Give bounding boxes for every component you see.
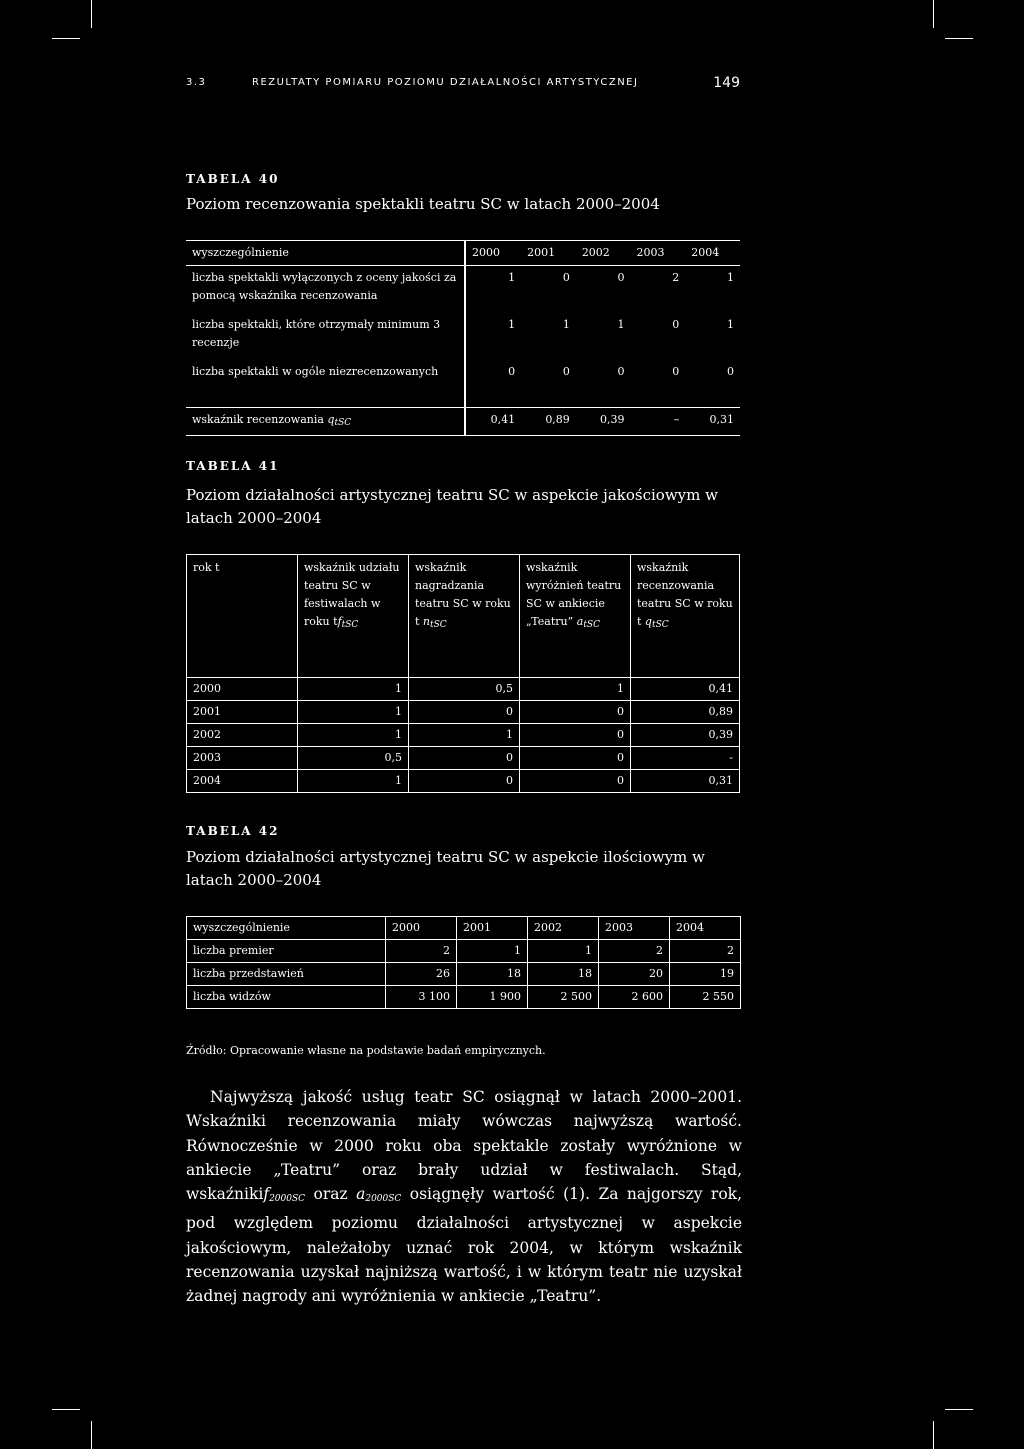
cell: 0,89	[521, 408, 576, 436]
cell: 2	[599, 940, 670, 963]
math-symbol: a	[356, 1185, 366, 1204]
header-cell: 2004	[685, 241, 740, 266]
table40-label: TABELA 40	[186, 172, 280, 186]
cell: 2004	[187, 770, 298, 793]
cell: 0,5	[298, 747, 409, 770]
header-text: wskaźnik wyróżnień teatru SC w ankiecie „Teatru”	[526, 561, 622, 628]
crop-mark	[91, 0, 92, 28]
header-cell: 2004	[670, 917, 741, 940]
table-row	[187, 986, 741, 1009]
table41-caption: Poziom działalności artystycznej teatru SC w aspekcie jakościowym w latach 2000–2004	[186, 486, 718, 527]
table-row	[187, 678, 740, 701]
paragraph-text: oraz	[305, 1185, 357, 1204]
table42-label: TABELA 42	[186, 824, 280, 838]
table-header-row	[187, 917, 741, 940]
table42-caption: Poziom działalności artystycznej teatru SC w aspekcie ilościowym w latach 2000–2004	[186, 848, 705, 889]
cell: 1	[562, 318, 570, 331]
cell: 18	[457, 963, 528, 986]
cell: 1	[298, 678, 409, 701]
cell: 19	[670, 963, 741, 986]
crop-mark	[52, 38, 80, 39]
crop-mark	[933, 0, 934, 28]
header-cell	[409, 555, 520, 678]
header-cell: 2002	[576, 241, 631, 266]
header-cell	[631, 555, 740, 678]
table-row	[187, 701, 740, 724]
cell: 0	[409, 770, 520, 793]
section-title: REZULTATY POMIARU POZIOMU DZIAŁALNOŚCI ARTYSTYCZNEJ	[252, 77, 639, 88]
cell: 3 100	[386, 986, 457, 1009]
cell: 18	[528, 963, 599, 986]
cell: 0	[672, 318, 680, 331]
cell: 2 500	[528, 986, 599, 1009]
header-text: wskaźnik nagradzania teatru SC w roku t	[415, 561, 511, 628]
crop-mark	[945, 1409, 973, 1410]
crop-mark	[933, 1421, 934, 1449]
cell: 2 550	[670, 986, 741, 1009]
math-symbol: f	[263, 1185, 270, 1204]
cell: 2003	[187, 747, 298, 770]
header-cell	[520, 555, 631, 678]
cell: 0,5	[409, 678, 520, 701]
cell: 0,41	[465, 408, 521, 436]
cell: 1	[457, 940, 528, 963]
cell: 0	[465, 360, 521, 408]
cell: 0	[409, 701, 520, 724]
table-header-row	[186, 241, 740, 266]
row-label: liczba przedstawień	[187, 963, 386, 986]
cell: 1	[528, 940, 599, 963]
table-header-row	[187, 555, 740, 678]
table-row	[186, 266, 740, 314]
table-row	[187, 724, 740, 747]
row-label: liczba spektakli, które otrzymały minimum 3 recenzje	[192, 318, 441, 349]
cell: 26	[386, 963, 457, 986]
body-text	[186, 1085, 742, 1309]
math-subscript: tSC	[341, 620, 359, 630]
row-label: liczba premier	[187, 940, 386, 963]
crop-mark	[945, 38, 973, 39]
row-label-text: wskaźnik recenzowania	[192, 413, 324, 426]
row-label: liczba widzów	[187, 986, 386, 1009]
row-label	[186, 408, 465, 436]
cell: 0,41	[631, 678, 740, 701]
math-symbol: n	[422, 615, 431, 628]
header-cell: 2001	[521, 241, 576, 266]
header-cell: 2001	[457, 917, 528, 940]
cell: 1	[298, 724, 409, 747]
page-number: 149	[713, 75, 740, 91]
header-cell: rok t	[187, 555, 298, 678]
cell: 1	[409, 724, 520, 747]
cell: 0,31	[685, 408, 740, 436]
cell: 1	[298, 701, 409, 724]
cell: 0	[562, 271, 570, 284]
cell: 2	[670, 940, 741, 963]
table-row	[186, 360, 740, 408]
cell: 2	[386, 940, 457, 963]
cell: 2 600	[599, 986, 670, 1009]
header-cell: 2002	[528, 917, 599, 940]
math-subscript: tSC	[334, 418, 352, 428]
table40-caption: Poziom recenzowania spektakli teatru SC w latach 2000–2004	[186, 195, 660, 213]
table-row	[187, 747, 740, 770]
math-subscript: tSC	[651, 620, 669, 630]
row-label: liczba spektakli wyłączonych z oceny jakości za pomocą wskaźnika recenzowania	[192, 271, 457, 302]
cell: 0,39	[576, 408, 631, 436]
cell: –	[631, 408, 686, 436]
header-cell: 2003	[599, 917, 670, 940]
cell: 1	[727, 318, 734, 331]
cell: 0	[520, 770, 631, 793]
header-cell	[298, 555, 409, 678]
paragraph-text: Najwyższą jakość usług teatr SC osiągnął w latach 2000–2001. Wskaźniki recenzowania miały wówczas najwyższą wartość. Równocześnie w 2000 roku oba spektakle zostały wyróżnione w ankiecie „Teatru” oraz brały udział w festiwalach. Stąd, wskaźniki	[186, 1088, 742, 1204]
math-subscript: tSC	[583, 620, 600, 630]
cell: 0,89	[631, 701, 740, 724]
cell: 2000	[187, 678, 298, 701]
cell: 0	[617, 365, 625, 378]
cell: 1	[727, 271, 734, 284]
cell: 1	[298, 770, 409, 793]
cell: 2002	[187, 724, 298, 747]
cell: 0	[562, 365, 570, 378]
table-row	[186, 408, 740, 436]
table-row	[186, 313, 740, 360]
cell: 2	[672, 271, 680, 284]
source-note: Źródło: Opracowanie własne na podstawie badań empirycznych.	[186, 1044, 546, 1057]
table-row	[187, 770, 740, 793]
math-symbol: q	[644, 615, 652, 628]
math-symbol: q	[327, 413, 335, 426]
table40	[186, 240, 740, 436]
cell: 0	[727, 365, 734, 378]
table42	[186, 916, 741, 1009]
math-subscript: tSC	[430, 620, 447, 630]
cell: 1	[520, 678, 631, 701]
row-label: liczba spektakli w ogóle niezrecenzowanych	[192, 365, 439, 378]
table-row	[187, 940, 741, 963]
cell: 1	[617, 318, 625, 331]
paragraph-text: osiągnęły wartość (1). Za najgorszy rok, pod względem poziomu działalności artystycznej w aspekcie jakościowym, należałoby uznać rok 2004, w którym wskaźnik recenzowania uzyskał najniższą wartość, i w którym teatr nie uzyskał żadnej nagrody ani wyróżnienia w ankiecie „Teatru”.	[186, 1185, 742, 1306]
cell: 0,31	[631, 770, 740, 793]
cell: -	[631, 747, 740, 770]
header-cell: 2003	[631, 241, 686, 266]
header-cell: wyszczególnienie	[186, 241, 465, 266]
header-cell: wyszczególnienie	[187, 917, 386, 940]
header-cell: 2000	[465, 241, 521, 266]
running-head	[186, 76, 740, 92]
cell: 1	[465, 266, 521, 314]
crop-mark	[52, 1409, 80, 1410]
table41-label: TABELA 41	[186, 459, 280, 473]
math-subscript: 2000SC	[269, 1194, 306, 1205]
section-number: 3.3	[186, 77, 207, 88]
header-text: wskaźnik recenzowania teatru SC w roku t	[637, 561, 733, 628]
math-symbol: f	[337, 615, 342, 628]
header-cell: 2000	[386, 917, 457, 940]
cell: 1	[465, 313, 521, 360]
cell: 0	[520, 747, 631, 770]
header-text: wskaźnik udziału teatru SC w festiwalach w roku t	[304, 561, 400, 628]
table41	[186, 554, 740, 793]
cell: 20	[599, 963, 670, 986]
paragraph	[186, 1085, 742, 1309]
cell: 0	[617, 271, 625, 284]
cell: 1 900	[457, 986, 528, 1009]
cell: 0	[520, 724, 631, 747]
cell: 0,39	[631, 724, 740, 747]
cell: 0	[672, 365, 680, 378]
cell: 0	[409, 747, 520, 770]
cell: 2001	[187, 701, 298, 724]
table-row	[187, 963, 741, 986]
crop-mark	[91, 1421, 92, 1449]
math-subscript: 2000SC	[365, 1194, 402, 1205]
cell: 0	[520, 701, 631, 724]
math-symbol: a	[576, 615, 584, 628]
